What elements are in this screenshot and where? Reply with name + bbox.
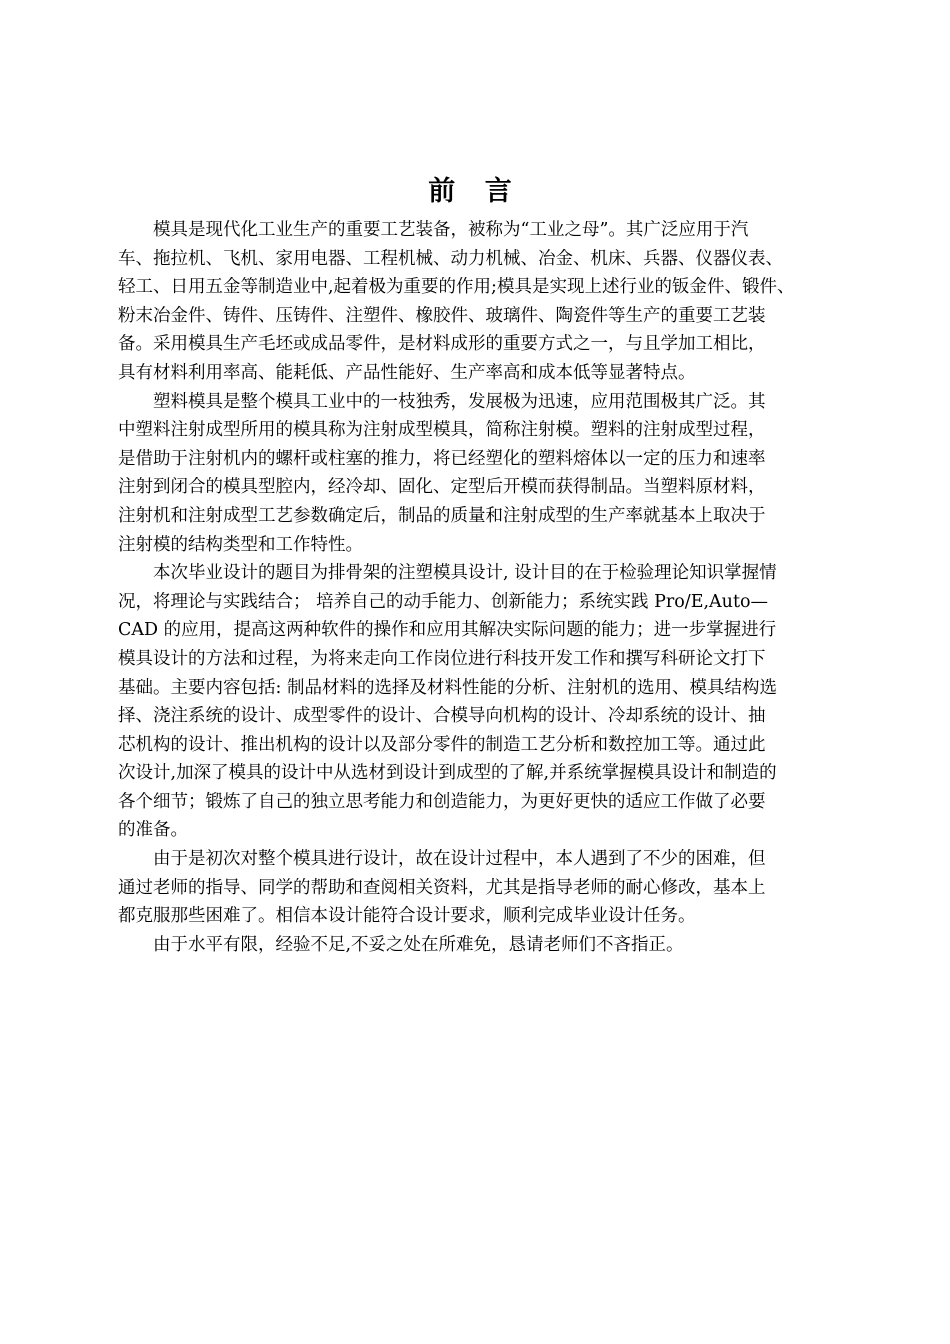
text-line: 是借助于注射机内的螺杆或柱塞的推力，将已经塑化的塑料熔体以一定的压力和速率 bbox=[118, 448, 766, 469]
text-line: 都克服那些困难了。相信本设计能符合设计要求，顺利完成毕业设计任务。 bbox=[118, 906, 696, 927]
paragraph-4 bbox=[118, 845, 840, 931]
text-line: 由于水平有限，经验不足,不妥之处在所难免，恳请老师们不吝指正。 bbox=[153, 934, 684, 955]
paragraph-5 bbox=[118, 931, 840, 960]
text-line: 由于是初次对整个模具进行设计，故在设计过程中，本人遇到了不少的困难，但 bbox=[153, 849, 766, 870]
text-line: 中塑料注射成型所用的模具称为注射成型模具，简称注射模。塑料的注射成型过程， bbox=[118, 420, 766, 441]
text-line: 的准备。 bbox=[118, 820, 188, 841]
text-line: 本次毕业设计的题目为排骨架的注塑模具设计, 设计目的在于检验理论知识掌握情 bbox=[153, 563, 777, 584]
text-line: 次设计,加深了模具的设计中从选材到设计到成型的了解,并系统掌握模具设计和制造的 bbox=[118, 763, 777, 784]
paragraph-2 bbox=[118, 388, 840, 560]
text-line: 注射到闭合的模具型腔内，经冷却、固化、定型后开模而获得制品。当塑料原材料， bbox=[118, 477, 766, 498]
body-text bbox=[118, 216, 840, 959]
text-line: 注射模的结构类型和工作特性。 bbox=[118, 534, 363, 555]
text-line: CAD 的应用，提高这两种软件的操作和应用其解决实际问题的能力；进一步掌握进行 bbox=[118, 620, 777, 641]
text-line: 轻工、日用五金等制造业中,起着极为重要的作用;模具是实现上述行业的钣金件、锻件、 bbox=[118, 277, 795, 298]
text-line: 模具设计的方法和过程，为将来走向工作岗位进行科技开发工作和撰写科研论文打下 bbox=[118, 648, 766, 669]
text-line: 备。采用模具生产毛坯或成品零件，是材料成形的重要方式之一，与且学加工相比， bbox=[118, 334, 766, 355]
text-line: 基础。主要内容包括: 制品材料的选择及材料性能的分析、注射机的选用、模具结构选 bbox=[118, 677, 777, 698]
text-line: 模具是现代化工业生产的重要工艺装备，被称为“工业之母”。其广泛应用于汽 bbox=[153, 220, 749, 240]
text-line: 注射机和注射成型工艺参数确定后，制品的质量和注射成型的生产率就基本上取决于 bbox=[118, 505, 766, 526]
text-line: 况，将理论与实践结合； 培养自己的动手能力、创新能力；系统实践 Pro/E,Auto— bbox=[118, 591, 769, 612]
page-title: 前 言 bbox=[428, 176, 522, 207]
text-line: 塑料模具是整个模具工业中的一枝独秀，发展极为迅速，应用范围极其广泛。其 bbox=[153, 391, 766, 412]
paragraph-3 bbox=[118, 559, 840, 845]
text-line: 车、拖拉机、飞机、家用电器、工程机械、动力机械、冶金、机床、兵器、仪器仪表、 bbox=[118, 248, 783, 269]
text-line: 具有材料利用率高、能耗低、产品性能好、生产率高和成本低等显著特点。 bbox=[118, 362, 696, 383]
text-line: 各个细节；锻炼了自己的独立思考能力和创造能力，为更好更快的适应工作做了必要 bbox=[118, 791, 766, 812]
text-line: 通过老师的指导、同学的帮助和查阅相关资料，尤其是指导老师的耐心修改，基本上 bbox=[118, 877, 766, 898]
text-line: 粉末冶金件、铸件、压铸件、注塑件、橡胶件、玻璃件、陶瓷件等生产的重要工艺装 bbox=[118, 305, 766, 326]
text-line: 芯机构的设计、推出机构的设计以及部分零件的制造工艺分析和数控加工等。通过此 bbox=[118, 734, 766, 755]
text-line: 择、浇注系统的设计、成型零件的设计、合模导向机构的设计、冷却系统的设计、抽 bbox=[118, 706, 766, 727]
paragraph-1 bbox=[118, 216, 840, 388]
